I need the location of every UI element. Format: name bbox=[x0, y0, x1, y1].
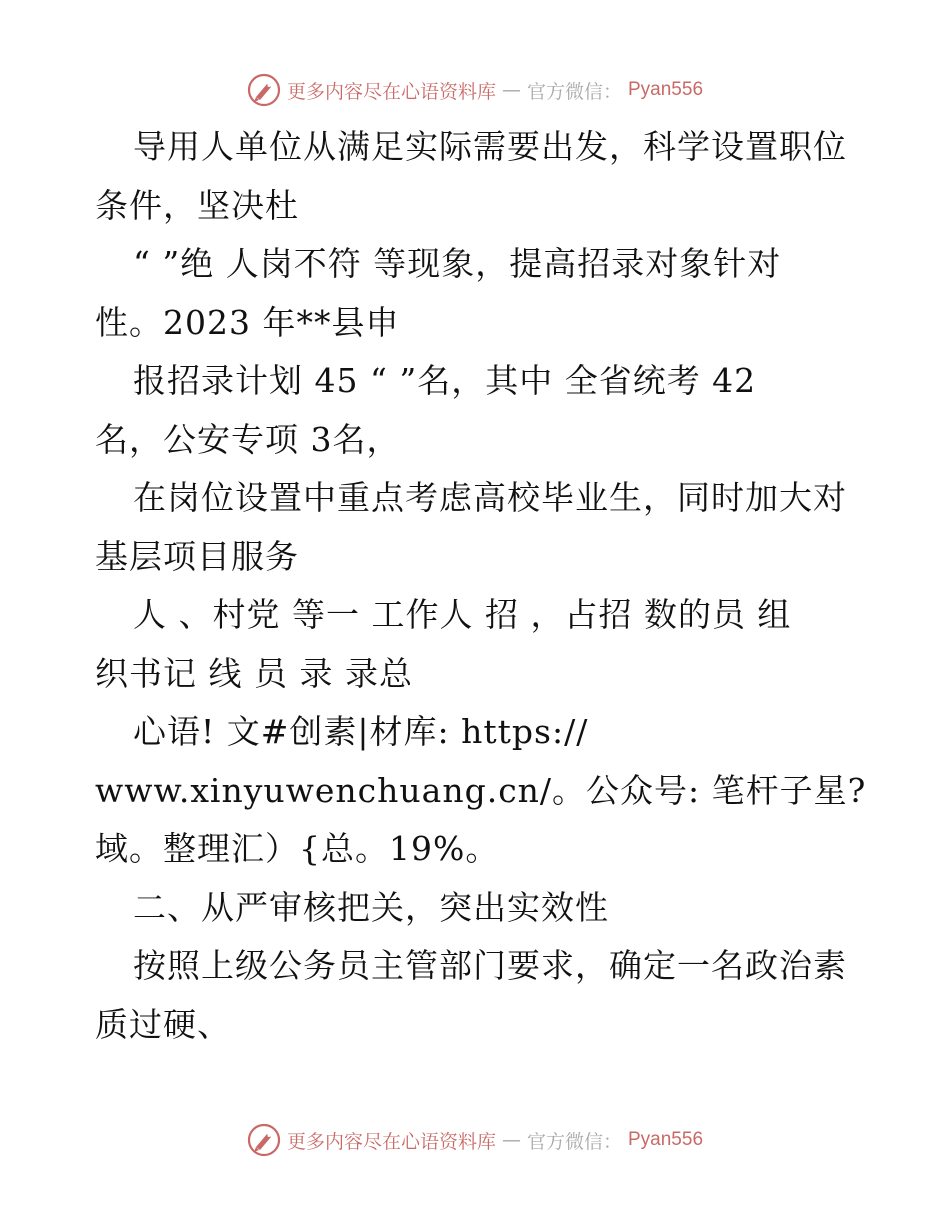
text-line: 域。整理汇）{总。19%。 bbox=[95, 829, 500, 868]
pen-logo-icon bbox=[247, 1123, 281, 1157]
text-line: 心语! 文#创素|材库: https:// bbox=[133, 712, 589, 751]
text-line: 织书记 线 员 录 录总 bbox=[95, 653, 413, 693]
footer-watermark bbox=[0, 1120, 950, 1160]
text-line: 导用人单位从满足实际需要出发，科学设置职位 bbox=[133, 127, 847, 166]
watermark-label: 官方微信： bbox=[526, 1130, 622, 1153]
text-line: www.xinyuwenchuang.cn/。公众号: 笔杆子星? bbox=[95, 770, 867, 810]
text-line: 性。2023 年**县申 bbox=[95, 302, 400, 342]
text-line: 报招录计划 45 “ ”名，其中 全省统考 42 bbox=[133, 361, 757, 400]
text-line: 在岗位设置中重点考虑高校毕业生，同时加大对 bbox=[133, 478, 847, 517]
watermark-text: 更多内容尽在心语资料库 bbox=[286, 80, 496, 103]
text-line: “ ”绝 人岗不符 等现象，提高招录对象针对 bbox=[133, 244, 782, 283]
text-line: 质过硬、 bbox=[95, 1004, 231, 1044]
text-line: 人 、村党 等一 工作人 招 ，占招 数的员 组 bbox=[133, 595, 792, 634]
section-heading: 二、从严审核把关，突出实效性 bbox=[133, 887, 609, 927]
watermark-label: 官方微信： bbox=[526, 80, 622, 103]
watermark-separator: — bbox=[501, 1129, 521, 1151]
text-line: 按照上级公务员主管部门要求，确定一名政治素 bbox=[133, 946, 847, 985]
watermark-id: Pyan556 bbox=[628, 1129, 704, 1150]
text-line: 名，公安专项 3名， bbox=[95, 419, 401, 459]
text-line: 基层项目服务 bbox=[95, 536, 299, 576]
pen-logo-icon bbox=[247, 73, 281, 107]
watermark-text: 更多内容尽在心语资料库 bbox=[286, 1130, 496, 1153]
watermark-separator: — bbox=[501, 79, 521, 101]
header-watermark bbox=[0, 70, 950, 110]
text-line: 条件，坚决杜 bbox=[95, 185, 299, 225]
document-body bbox=[95, 118, 865, 1054]
watermark-id: Pyan556 bbox=[628, 79, 704, 100]
